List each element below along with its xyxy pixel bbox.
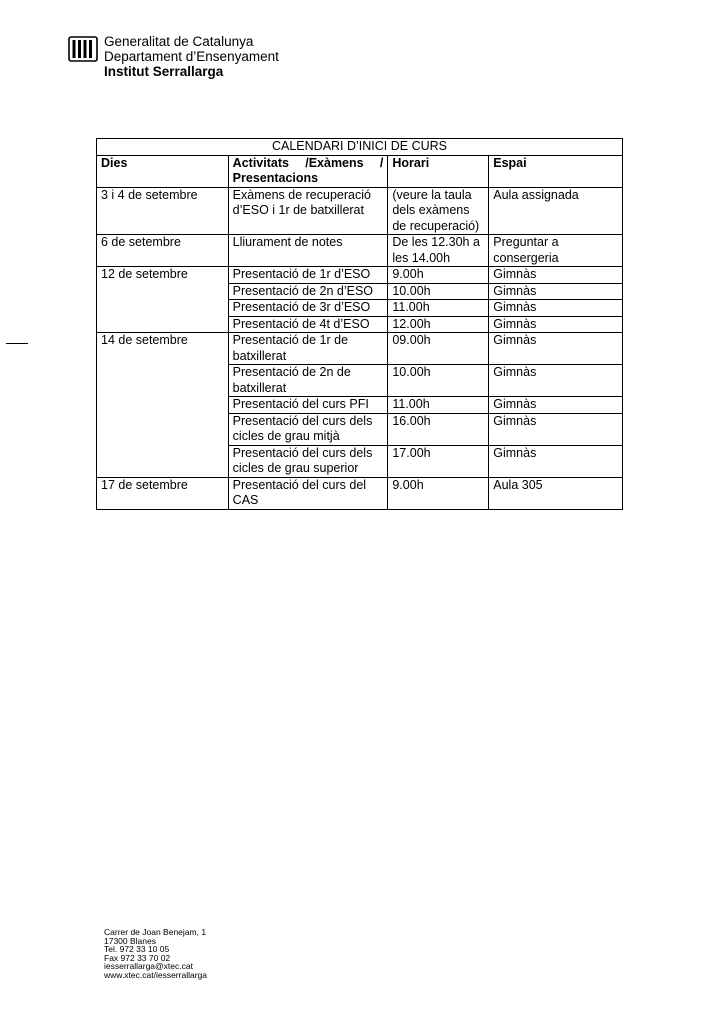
cell-activity: Presentació de 1r d’ESO xyxy=(228,267,388,284)
header-activitats: Activitats /Exàmens / Presentacions xyxy=(228,155,388,187)
org-name: Generalitat de Catalunya xyxy=(104,34,254,49)
cell-time: 10.00h xyxy=(388,283,489,300)
cell-activity: Presentació del curs dels cicles de grau superior xyxy=(228,445,388,477)
cell-time: 11.00h xyxy=(388,397,489,414)
cell-place: Gimnàs xyxy=(489,316,623,333)
cell-time: De les 12.30h a les 14.00h xyxy=(388,235,489,267)
header-horari: Horari xyxy=(388,155,489,187)
cell-activity: Lliurament de notes xyxy=(228,235,388,267)
footer-city: 17300 Blanes xyxy=(104,935,156,946)
cell-time: 11.00h xyxy=(388,300,489,317)
header-espai: Espai xyxy=(489,155,623,187)
cell-place: Gimnàs xyxy=(489,267,623,284)
cell-activity: Presentació de 3r d’ESO xyxy=(228,300,388,317)
school-name: Institut Serrallarga xyxy=(104,64,224,79)
table-header-row xyxy=(97,155,623,187)
table-row xyxy=(97,333,623,365)
header-dies: Dies xyxy=(97,155,229,187)
cell-day: 14 de setembre xyxy=(97,333,229,478)
table-row xyxy=(97,187,623,235)
table-row xyxy=(97,477,623,509)
cell-day: 12 de setembre xyxy=(97,267,229,333)
cell-day: 3 i 4 de setembre xyxy=(97,187,229,235)
cell-time: 17.00h xyxy=(388,445,489,477)
table-caption: CALENDARI D’INICI DE CURS xyxy=(97,139,623,156)
generalitat-logo-icon xyxy=(68,34,98,64)
footer-phone: Tel. 972 33 10 05 xyxy=(104,944,170,955)
calendar-table xyxy=(96,138,623,510)
cell-time: 12.00h xyxy=(388,316,489,333)
footer-fax: Fax 972 33 70 02 xyxy=(104,952,171,963)
cell-place: Gimnàs xyxy=(489,445,623,477)
cell-time: 10.00h xyxy=(388,365,489,397)
cell-time: (veure la taula dels exàmens de recuperació) xyxy=(388,187,489,235)
footer-address xyxy=(104,928,207,980)
footer-website: www.xtec.cat/iesserrallarga xyxy=(104,969,207,980)
cell-place: Gimnàs xyxy=(489,283,623,300)
cell-time: 09.00h xyxy=(388,333,489,365)
cell-activity: Presentació de 4t d’ESO xyxy=(228,316,388,333)
cell-activity: Presentació del curs dels cicles de grau mitjà xyxy=(228,413,388,445)
cell-day: 17 de setembre xyxy=(97,477,229,509)
cell-activity: Presentació de 2n de batxillerat xyxy=(228,365,388,397)
cell-activity: Presentació del curs del CAS xyxy=(228,477,388,509)
cell-place: Gimnàs xyxy=(489,300,623,317)
table-row xyxy=(97,235,623,267)
cell-time: 9.00h xyxy=(388,267,489,284)
margin-mark xyxy=(6,343,28,344)
cell-place: Gimnàs xyxy=(489,397,623,414)
cell-place: Gimnàs xyxy=(489,333,623,365)
cell-place: Gimnàs xyxy=(489,365,623,397)
footer-email: iesserrallarga@xtec.cat xyxy=(104,961,193,972)
cell-place: Gimnàs xyxy=(489,413,623,445)
cell-place: Preguntar a consergeria xyxy=(489,235,623,267)
cell-place: Aula assignada xyxy=(489,187,623,235)
table-row xyxy=(97,267,623,284)
cell-activity: Presentació del curs PFI xyxy=(228,397,388,414)
department-name: Departament d’Ensenyament xyxy=(104,49,279,64)
cell-place: Aula 305 xyxy=(489,477,623,509)
cell-day: 6 de setembre xyxy=(97,235,229,267)
cell-time: 16.00h xyxy=(388,413,489,445)
cell-activity: Presentació de 2n d’ESO xyxy=(228,283,388,300)
footer-street: Carrer de Joan Benejam, 1 xyxy=(104,927,207,937)
cell-activity: Presentació de 1r de batxillerat xyxy=(228,333,388,365)
cell-time: 9.00h xyxy=(388,477,489,509)
cell-activity: Exàmens de recuperació d’ESO i 1r de batxillerat xyxy=(228,187,388,235)
